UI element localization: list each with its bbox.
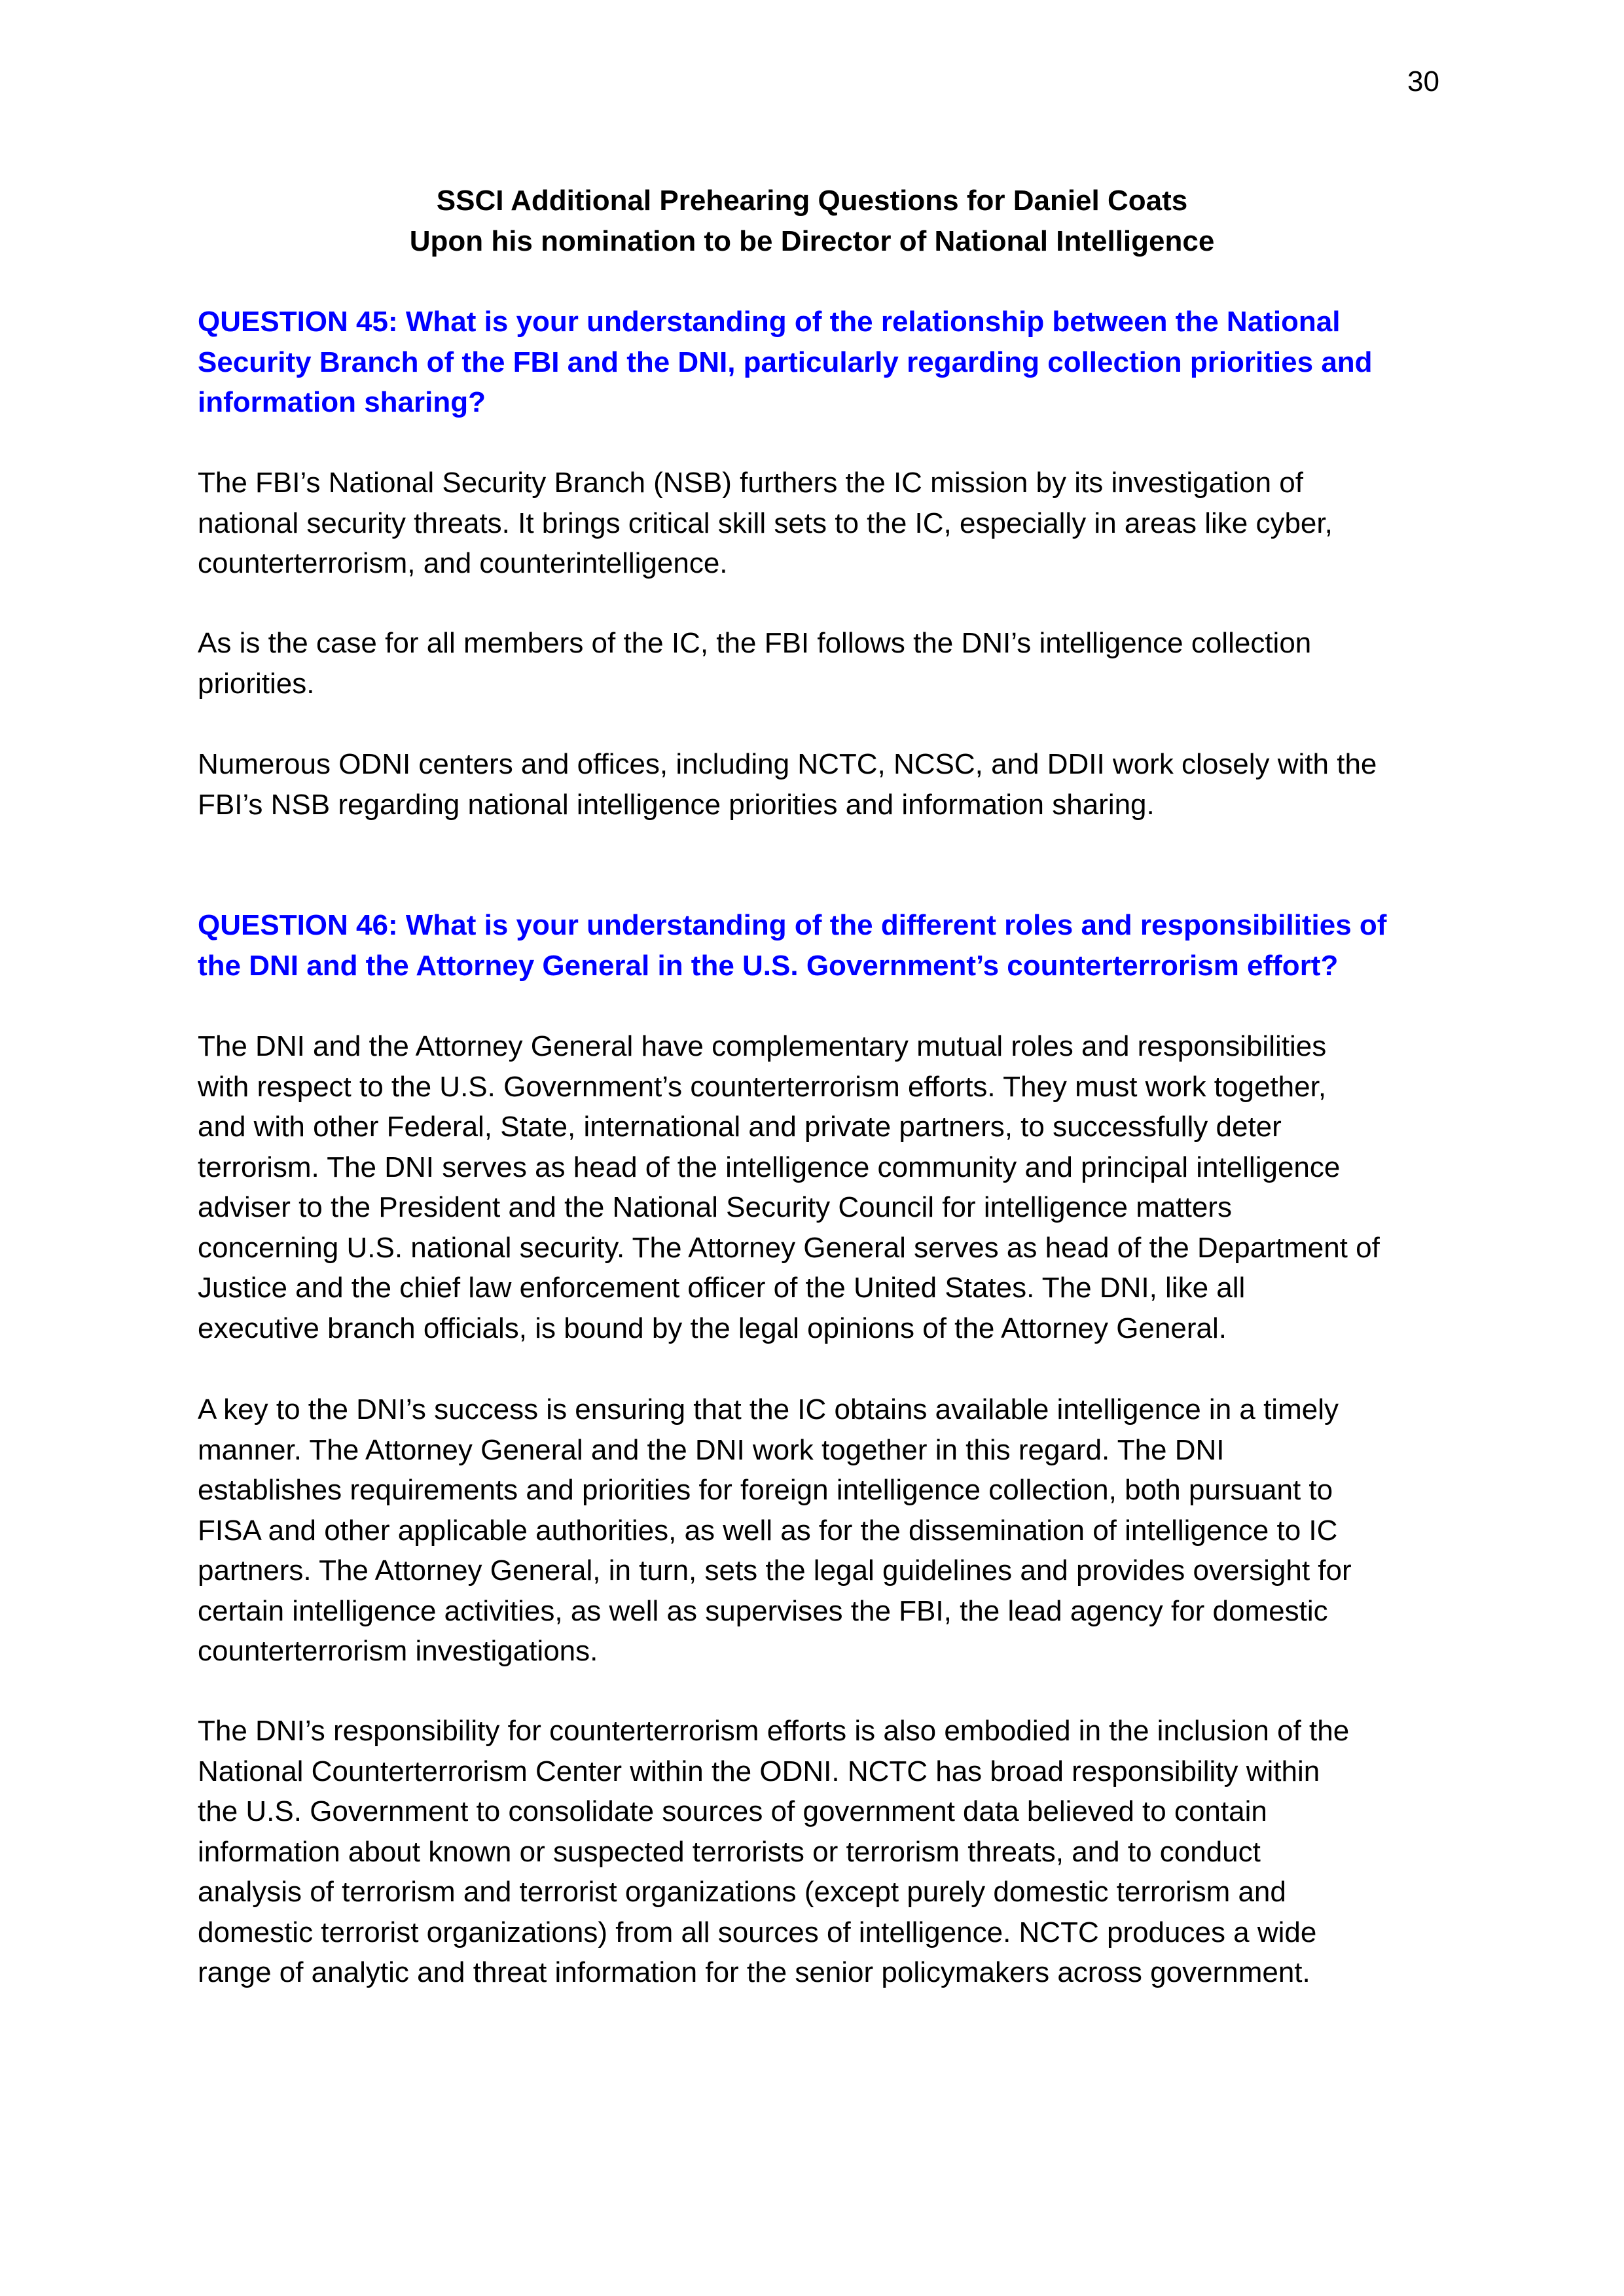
answer-text-line: information about known or suspected terrorists or terrorism threats, and to conduct	[198, 1835, 1261, 1868]
answer-text-line: FISA and other applicable authorities, as well as for the dissemination of intelligence to IC	[198, 1514, 1338, 1547]
answer-text-line: FBI’s NSB regarding national intelligence priorities and information sharing.	[198, 788, 1155, 821]
question-text-line: QUESTION 46: What is your understanding of the different roles and responsibilities of	[198, 909, 1387, 941]
answer-45-paragraph-3	[198, 744, 1377, 825]
answer-text-line: The DNI and the Attorney General have complementary mutual roles and responsibilities	[198, 1030, 1327, 1062]
answer-text-line: concerning U.S. national security. The Attorney General serves as head of the Department of	[198, 1231, 1380, 1264]
answer-text-line: The DNI’s responsibility for counterterrorism efforts is also embodied in the inclusion of the	[198, 1715, 1350, 1747]
answer-text-line: terrorism. The DNI serves as head of the intelligence community and principal intelligence	[198, 1151, 1341, 1183]
question-45	[198, 302, 1373, 423]
question-text-line: information sharing?	[198, 386, 486, 418]
question-46	[198, 905, 1386, 986]
question-text-line: Security Branch of the FBI and the DNI, particularly regarding collection priorities and	[198, 346, 1373, 378]
title-line: SSCI Additional Prehearing Questions for Daniel Coats	[436, 185, 1188, 217]
answer-46-paragraph-2	[198, 1390, 1352, 1672]
answer-46-paragraph-3	[198, 1711, 1349, 1993]
document-title	[0, 181, 1624, 261]
answer-text-line: priorities.	[198, 667, 315, 700]
answer-text-line: establishes requirements and priorities for foreign intelligence collection, both pursuant to	[198, 1474, 1333, 1506]
answer-text-line: analysis of terrorism and terrorist organizations (except purely domestic terrorism and	[198, 1876, 1286, 1908]
page-number: 30	[1407, 65, 1439, 98]
answer-text-line: national security threats. It brings critical skill sets to the IC, especially in areas like cyber,	[198, 507, 1333, 539]
answer-text-line: certain intelligence activities, as well as supervises the FBI, the lead agency for domestic	[198, 1594, 1328, 1627]
answer-text-line: counterterrorism investigations.	[198, 1635, 598, 1667]
answer-text-line: Justice and the chief law enforcement officer of the United States. The DNI, like all	[198, 1272, 1246, 1304]
answer-text-line: and with other Federal, State, international and private partners, to successfully deter	[198, 1111, 1282, 1143]
answer-text-line: A key to the DNI’s success is ensuring that the IC obtains available intelligence in a timely	[198, 1393, 1339, 1426]
answer-text-line: domestic terrorist organizations) from all sources of intelligence. NCTC produces a wide	[198, 1916, 1317, 1948]
answer-text-line: manner. The Attorney General and the DNI work together in this regard. The DNI	[198, 1433, 1225, 1466]
answer-text-line: National Counterterrorism Center within the ODNI. NCTC has broad responsibility within	[198, 1755, 1320, 1787]
answer-text-line: adviser to the President and the National Security Council for intelligence matters	[198, 1191, 1232, 1223]
answer-text-line: partners. The Attorney General, in turn, sets the legal guidelines and provides oversight for	[198, 1554, 1352, 1587]
question-text-line: the DNI and the Attorney General in the U.S. Government’s counterterrorism effort?	[198, 949, 1339, 982]
answer-text-line: counterterrorism, and counterintelligence.	[198, 547, 728, 579]
answer-text-line: with respect to the U.S. Government’s counterterrorism efforts. They must work together,	[198, 1070, 1327, 1103]
answer-46-paragraph-1	[198, 1026, 1380, 1348]
answer-text-line: The FBI’s National Security Branch (NSB) furthers the IC mission by its investigation of	[198, 467, 1303, 499]
answer-text-line: Numerous ODNI centers and offices, including NCTC, NCSC, and DDII work closely with the	[198, 748, 1377, 780]
answer-45-paragraph-1	[198, 463, 1333, 584]
answer-text-line: As is the case for all members of the IC, the FBI follows the DNI’s intelligence collection	[198, 627, 1312, 659]
answer-45-paragraph-2	[198, 623, 1311, 704]
answer-text-line: range of analytic and threat information for the senior policymakers across government.	[198, 1956, 1310, 1988]
answer-text-line: executive branch officials, is bound by the legal opinions of the Attorney General.	[198, 1312, 1227, 1344]
subtitle-line: Upon his nomination to be Director of National Intelligence	[409, 224, 1215, 257]
answer-text-line: the U.S. Government to consolidate sources of government data believed to contain	[198, 1795, 1267, 1827]
question-text-line: QUESTION 45: What is your understanding of the relationship between the National	[198, 306, 1341, 338]
